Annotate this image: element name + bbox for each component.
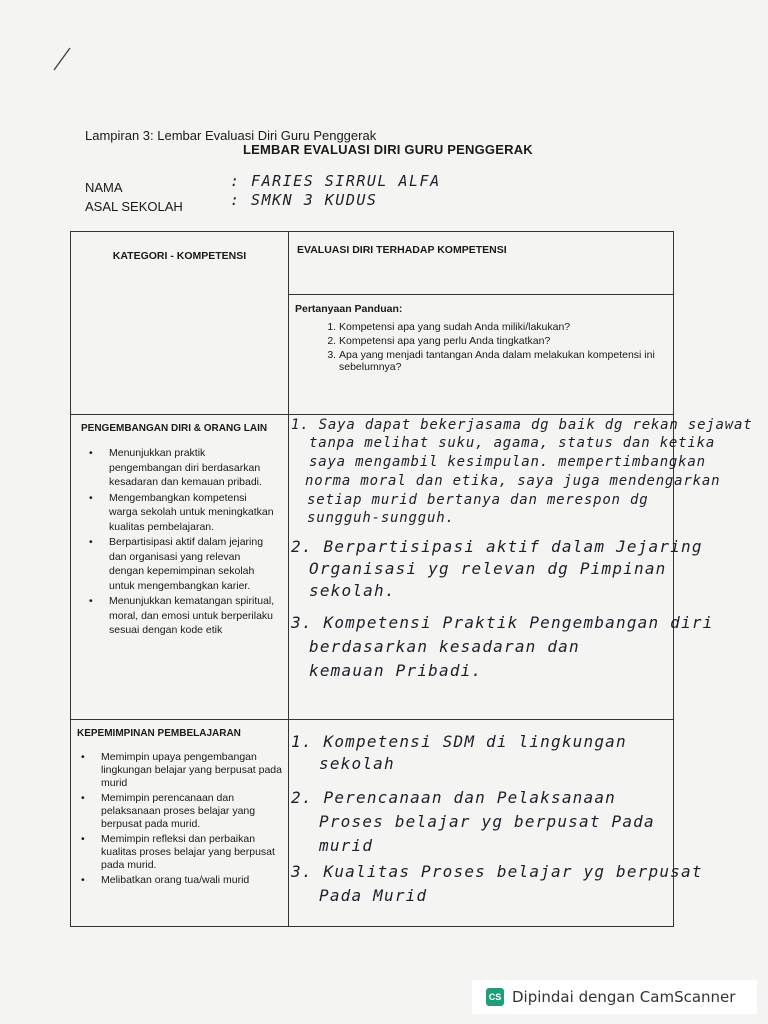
handwritten-line: 3. Kompetensi Praktik Pengembangan diri [291,613,714,632]
competency-item: • Memimpin upaya pengembangan lingkungan belajar yang berpusat pada murid [101,751,282,790]
competency-item: • Memimpin refleksi dan perbaikan kualitas proses belajar yang berpusat pada murid. [101,833,282,872]
camscanner-text: Dipindai dengan CamScanner [512,988,736,1006]
school-row [85,191,378,214]
attachment-caption: Lampiran 3: Lembar Evaluasi Diri Guru Penggerak [85,128,377,143]
section-learning-leadership-answer [289,720,703,927]
section-title: PENGEMBANGAN DIRI & ORANG LAIN [81,423,268,434]
handwritten-line: 3. Kualitas Proses belajar yg berpusat [291,862,703,881]
competency-item: • Berpartisipasi aktif dalam jejaring dan organisasi yang relevan dengan kepemimpinan sekolah untuk mengembangkan karier. [109,535,278,593]
handwritten-line: norma moral dan etika, saya juga mendengarkan [305,473,721,489]
name-value: : FARIES SIRRUL ALFA [230,172,441,190]
section-self-development-answer [289,415,753,720]
header-evaluation: EVALUASI DIRI TERHADAP KOMPETENSI [289,232,674,295]
competency-item: • Mengembangkan kompetensi warga sekolah untuk meningkatkan kualitas pembelajaran. [109,491,278,535]
competency-list [81,446,278,638]
section-self-development [71,415,289,720]
school-value: : SMKN 3 KUDUS [230,191,378,209]
competency-item: • Menunjukkan praktik pengembangan diri berdasarkan kesadaran dan kemauan pribadi. [109,446,278,490]
guide-question: 1. Kompetensi apa yang sudah Anda miliki/lakukan? [339,321,667,333]
competency-item: • Menunjukkan kematangan spiritual, moral, dan emosi untuk berperilaku sesuai dengan kode etik [109,594,278,638]
camscanner-logo-icon: CS [486,988,504,1006]
competency-item: • Memimpin perencanaan dan pelaksanaan proses belajar yang berpusat pada murid. [101,792,282,831]
handwritten-line: sungguh-sungguh. [307,510,455,526]
handwritten-line: tanpa melihat suku, agama, status dan ketika [309,435,716,451]
handwritten-line: Pada Murid [319,886,428,905]
competency-item: • Melibatkan orang tua/wali murid [101,874,282,887]
pen-stroke-mark [50,44,76,74]
handwritten-line: 2. Perencanaan dan Pelaksanaan [291,788,616,807]
evaluation-table [70,231,753,927]
handwritten-line: saya mengambil kesimpulan. mempertimbangkan [309,454,706,470]
handwritten-line: Organisasi yg relevan dg Pimpinan [309,559,667,578]
guide-title: Pertanyaan Panduan: [295,303,403,315]
section-learning-leadership [71,720,289,927]
name-label: NAMA [85,180,123,195]
header-category: KATEGORI - KOMPETENSI [71,232,289,415]
guide-question: 3. Apa yang menjadi tantangan Anda dalam melakukan kompetensi ini sebelumnya? [339,349,667,373]
handwritten-line: 1. Saya dapat bekerjasama dg baik dg rekan sejawat [291,417,753,433]
handwritten-line: sekolah. [309,581,396,600]
handwritten-line: 1. Kompetensi SDM di lingkungan [291,732,627,751]
handwritten-line: kemauan Pribadi. [309,661,483,680]
page-title: LEMBAR EVALUASI DIRI GURU PENGGERAK [243,142,533,157]
guide-questions-cell [289,295,674,415]
section-title: KEPEMIMPINAN PEMBELAJARAN [77,728,241,739]
handwritten-line: setiap murid bertanya dan merespon dg [307,492,649,508]
guide-question: 2. Kompetensi apa yang perlu Anda tingkatkan? [339,335,667,347]
handwritten-line: sekolah [319,754,395,773]
guide-question-list [295,321,667,373]
school-label: ASAL SEKOLAH [85,199,183,214]
competency-list [77,751,282,887]
handwritten-line: berdasarkan kesadaran dan [309,637,580,656]
name-row [85,172,441,195]
handwritten-line: 2. Berpartisipasi aktif dalam Jejaring [291,537,703,556]
handwritten-line: Proses belajar yg berpusat Pada [319,812,655,831]
handwritten-line: murid [319,836,374,855]
camscanner-watermark [472,980,757,1014]
